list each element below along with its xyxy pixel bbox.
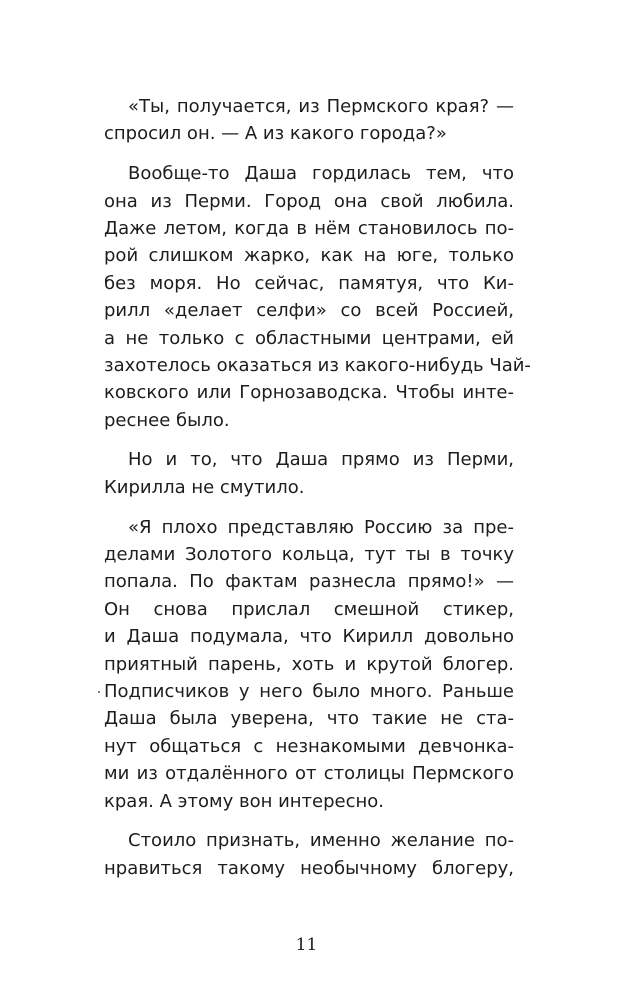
- text-line: Даша была уверена, что такие не ста-: [104, 708, 514, 730]
- paragraph: [104, 160, 531, 434]
- text-line: рилл «делает селфи» со всей Россией,: [104, 300, 514, 322]
- text-line: попала. По фактам разнесла прямо!» —: [104, 571, 514, 593]
- text-line: края. А этому вон интересно.: [104, 790, 385, 812]
- text-line: «Ты, получается, из Пермского края? —: [128, 96, 514, 117]
- page-number: 11: [295, 935, 318, 955]
- paragraph: [104, 827, 514, 882]
- text-line: делами Золотого кольца, тут ты в точку: [104, 544, 514, 566]
- text-line: приятный парень, хоть и крутой блогер.: [104, 653, 514, 675]
- text-line: ковского или Горнозаводска. Чтобы инте-: [104, 382, 514, 404]
- text-line: спросил он. — А из какого города?»: [104, 123, 447, 145]
- text-line: ми из отдалённого от столицы Пермского: [104, 763, 514, 785]
- text-line: и Даша подумала, что Кирилл довольно: [104, 626, 514, 648]
- text-line: Даже летом, когда в нём становилось по-: [104, 217, 514, 239]
- text-line: без моря. Но сейчас, памятуя, что Ки-: [104, 272, 514, 294]
- paper-speck: [98, 691, 100, 693]
- text-line: захотелось оказаться из какого-нибудь Чай-: [104, 354, 531, 376]
- text-line: Подписчиков у него было много. Раньше: [104, 680, 514, 702]
- paragraph: [104, 446, 514, 501]
- text-line: она из Перми. Город она свой любила.: [104, 190, 514, 212]
- text-line: нравиться такому необычному блогеру,: [104, 857, 514, 879]
- text-line: Он снова прислал смешной стикер,: [104, 598, 514, 620]
- text-line: Вообще-то Даша гордилась тем, что: [128, 163, 514, 185]
- text-line: рой слишком жарко, как на юге, только: [104, 245, 514, 267]
- text-line: «Я плохо представляю Россию за пре-: [128, 516, 514, 538]
- paragraph: [104, 93, 514, 148]
- text-line: Но и то, что Даша прямо из Перми,: [128, 449, 514, 471]
- text-line: Стоило признать, именно желание по-: [128, 830, 514, 852]
- text-line: Кирилла не смутило.: [104, 476, 305, 498]
- body-text: [104, 93, 531, 895]
- text-line: нут общаться с незнакомыми девчонка-: [104, 735, 514, 757]
- text-line: реснее было.: [104, 409, 230, 431]
- paragraph: [104, 514, 514, 815]
- text-line: а не только с областными центрами, ей: [104, 327, 514, 349]
